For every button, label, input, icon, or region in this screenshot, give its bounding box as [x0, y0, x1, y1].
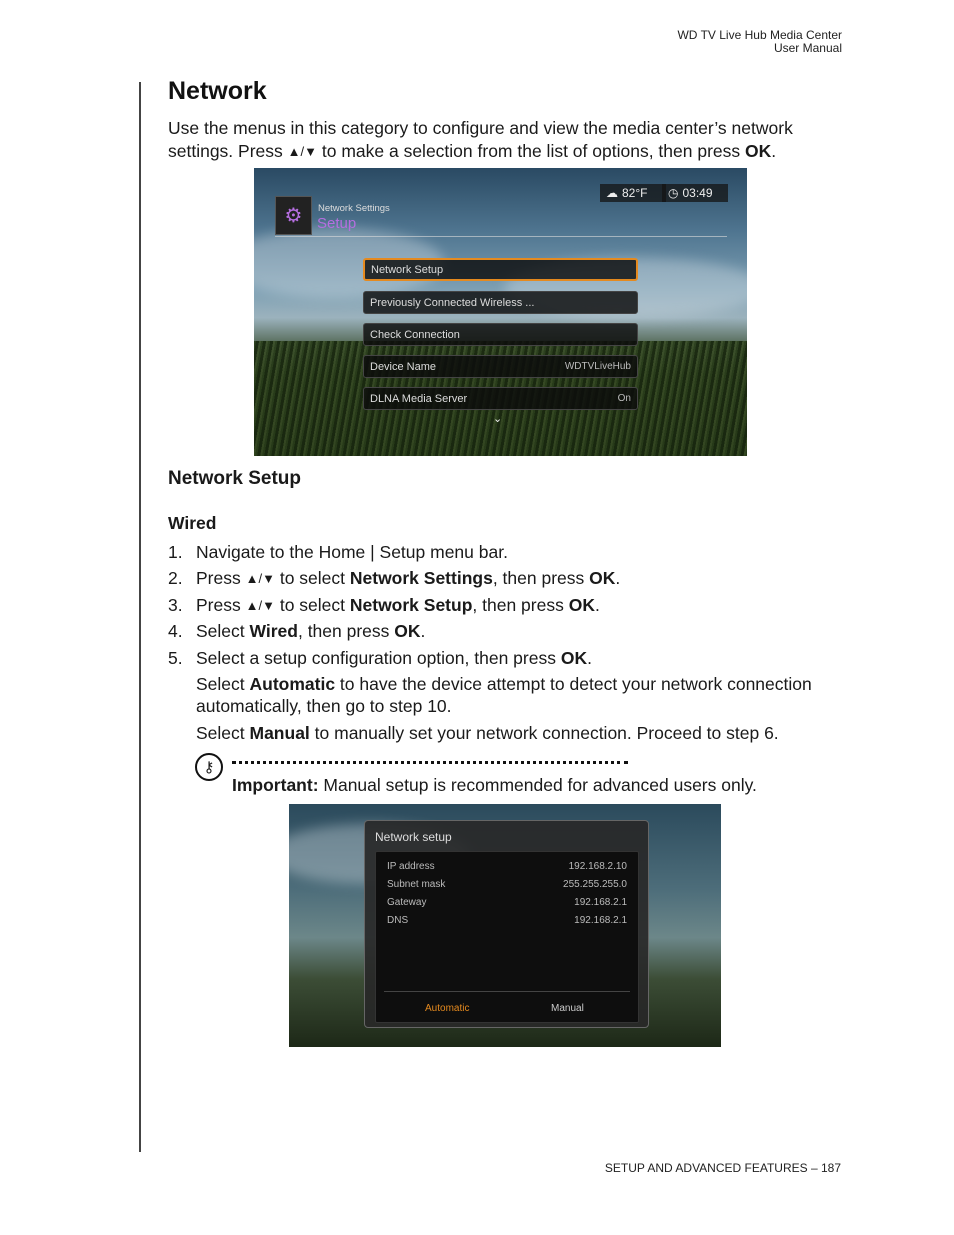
step-3: 3. Press ▲/▼ to select Network Setup, then press OK.	[168, 595, 600, 615]
network-setup-screenshot	[289, 804, 721, 1047]
ip-address-row: IP address 192.168.2.10	[387, 861, 627, 872]
dns-row: DNS 192.168.2.1	[387, 915, 627, 926]
section-title: Network	[168, 77, 267, 105]
important-note: Important: Manual setup is recommended for advanced users only.	[232, 775, 757, 795]
divider	[275, 236, 727, 237]
intro-paragraph: Use the menus in this category to configure and view the media center’s network settings. Press ▲/▼ to make a selection from the list of options, then press OK.	[168, 118, 793, 161]
automatic-button[interactable]: Automatic	[425, 1003, 470, 1014]
clock-icon: ◷	[668, 186, 679, 200]
ok-key: OK	[745, 141, 772, 161]
breadcrumb: Network Settings	[318, 203, 390, 214]
screen-title: Setup	[317, 215, 357, 232]
clock-widget	[662, 184, 728, 202]
key-icon: ⚷	[195, 753, 223, 781]
temperature: 82°F	[622, 186, 648, 200]
subsubsection-title: Wired	[168, 513, 217, 533]
dialog-divider	[384, 991, 630, 992]
page-footer: SETUP AND ADVANCED FEATURES – 187	[604, 1161, 841, 1175]
menu-item-network-setup[interactable]: Network Setup	[363, 258, 638, 281]
menu-item-device-name[interactable]: Device Name WDTVLiveHub	[363, 355, 638, 378]
cloud-icon: ☁	[606, 186, 618, 200]
subsection-title: Network Setup	[168, 468, 302, 489]
menu-item-check-connection[interactable]: Check Connection	[363, 323, 638, 346]
up-down-arrows-icon: ▲/▼	[245, 571, 275, 586]
clock-time: 03:49	[682, 186, 713, 200]
margin-rule	[139, 82, 141, 1152]
up-down-arrows-icon: ▲/▼	[245, 598, 275, 613]
automatic-paragraph: Select Automatic to have the device attempt to detect your network connection automatically, then go to step 10.	[196, 674, 812, 716]
subnet-mask-row: Subnet mask 255.255.255.0	[387, 879, 627, 890]
weather-widget	[600, 184, 666, 202]
step-2: 2. Press ▲/▼ to select Network Settings, then press OK.	[168, 568, 621, 588]
dialog-title: Network setup	[375, 830, 452, 844]
chevron-down-icon[interactable]: ⌄	[493, 413, 503, 425]
menu-item-dlna-server[interactable]: DLNA Media Server On	[363, 387, 638, 410]
step-1: 1. Navigate to the Home | Setup menu bar.	[168, 542, 508, 562]
header-subtitle: User Manual	[773, 41, 842, 55]
manual-button[interactable]: Manual	[551, 1003, 584, 1014]
note-divider	[232, 761, 628, 764]
dialog-body	[375, 851, 639, 1023]
setup-screen-screenshot	[254, 168, 747, 456]
step-5: 5. Select a setup configuration option, then press OK.	[168, 648, 592, 668]
gateway-row: Gateway 192.168.2.1	[387, 897, 627, 908]
running-header	[677, 29, 842, 55]
manual-paragraph: Select Manual to manually set your network connection. Proceed to step 6.	[196, 723, 779, 743]
step-4: 4. Select Wired, then press OK.	[168, 621, 426, 641]
up-down-arrows-icon: ▲/▼	[287, 144, 317, 159]
menu-item-previously-connected[interactable]: Previously Connected Wireless ...	[363, 291, 638, 314]
header-title: WD TV Live Hub Media Center	[677, 28, 842, 42]
network-setup-dialog	[364, 820, 649, 1028]
gear-icon: ⚙	[275, 196, 312, 235]
